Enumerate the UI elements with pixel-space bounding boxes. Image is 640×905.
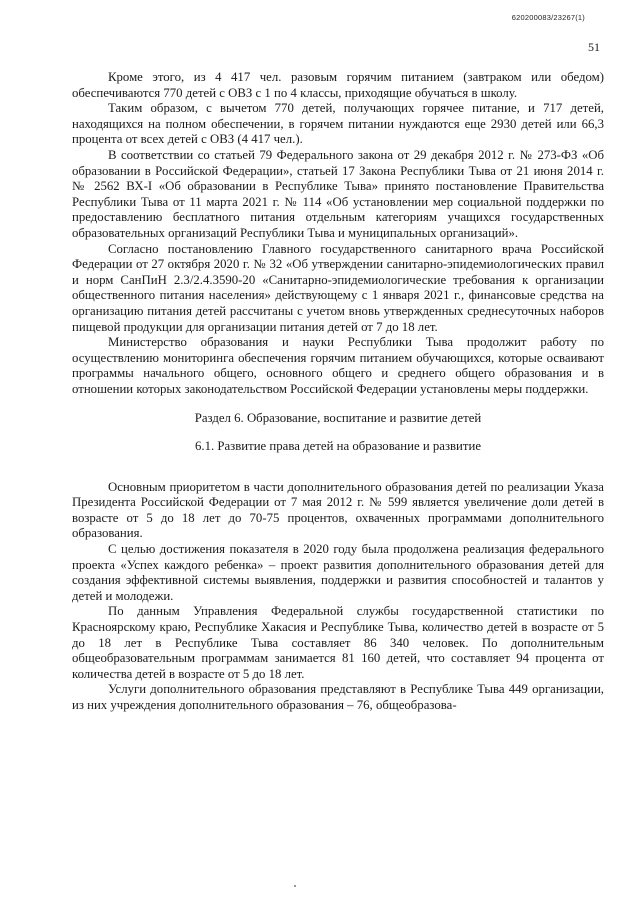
paragraph: Услуги дополнительного образования представляют в Республике Тыва 449 организации, из них учреждения дополнительного образования – 76, общеобразова- — [72, 682, 604, 712]
document-body — [72, 70, 604, 714]
scan-speck — [294, 885, 296, 887]
section-heading: Раздел 6. Образование, воспитание и развитие детей — [194, 411, 482, 426]
paragraph: Министерство образования и науки Республики Тыва продолжит работу по осуществлению мониторинга обеспечения горячим питанием обучающихся, которые осваивают программы начального общего, основного общего и среднего общего образования и в отношении которых законодательством Российской Федерации установлены меры поддержки. — [72, 335, 604, 396]
subsection-heading: 6.1. Развитие права детей на образование и развитие — [194, 439, 482, 454]
paragraph: С целью достижения показателя в 2020 году была продолжена реализация федерального проекта «Успех каждого ребенка» – проект развития дополнительного образования детей для создания эффективной системы выявления, поддержки и развития способностей и талантов у детей и молодежи. — [72, 542, 604, 603]
paragraph: По данным Управления Федеральной службы государственной статистики по Красноярскому краю, Республике Хакасия и Республике Тыва, количество детей в возрасте от 5 до 18 лет в Республике Тыва составляет 86 340 человек. По дополнительным общеобразовательным программам занимается 81 160 детей, что составляет 94 процента от количества детей в возрасте от 5 до 18 лет. — [72, 604, 604, 681]
paragraph: Согласно постановлению Главного государственного санитарного врача Российской Федерации от 27 октября 2020 г. № 32 «Об утверждении санитарно-эпидемиологических правил и норм СанПиН 2.3/2.4.3590-20 «Санитарно-эпидемиологические требования к организации общественного питания населения» действующему с 1 января 2021 г., финансовые средства на организацию питания детей рассчитаны с учетом вновь утвержденных среднесуточных наборов пищевой продукции для организации питания детей от 7 до 18 лет. — [72, 241, 604, 334]
page-number: 51 — [588, 40, 600, 54]
paragraph: Таким образом, с вычетом 770 детей, получающих горячее питание, и 717 детей, находящихся на полном обеспечении, в горячем питании нуждаются еще 2930 детей или 66,3 процента от всех детей с ОВЗ (4 417 чел.). — [72, 101, 604, 147]
paragraph: Кроме этого, из 4 417 чел. разовым горячим питанием (завтраком или обедом) обеспечиваются 770 детей с ОВЗ с 1 по 4 классы, приходящие обучаться в школу. — [72, 70, 604, 100]
paragraph: Основным приоритетом в части дополнительного образования детей по реализации Указа Президента Российской Федерации от 7 мая 2012 г. № 599 является увеличение доли детей в возрасте от 5 до 18 лет до 70-75 процентов, охваченных программами дополнительного образования. — [72, 479, 604, 541]
document-id: 620200083/23267(1) — [511, 13, 585, 22]
paragraph: В соответствии со статьей 79 Федерального закона от 29 декабря 2012 г. № 273-ФЗ «Об образовании в Российской Федерации», статьей 17 Закона Республики Тыва от 21 июня 2014 г. № 2562 ВХ-I «Об образовании в Республике Тыва» принято постановление Правительства Республики Тыва от 11 марта 2021 г. № 114 «Об установлении мер социальной поддержки по предоставлению бесплатного питания отдельным категориям учащихся государственных образовательных организаций Республики Тыва и муниципальных организаций». — [72, 147, 604, 240]
